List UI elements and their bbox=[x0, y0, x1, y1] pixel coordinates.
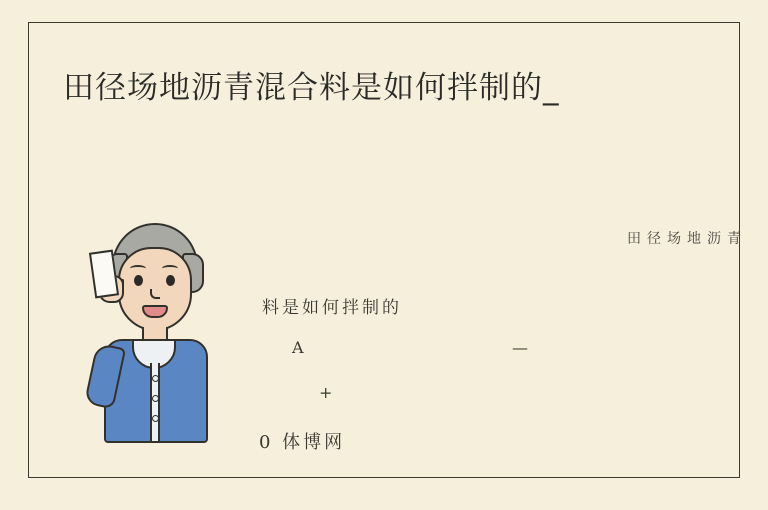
button-1-icon bbox=[152, 375, 159, 382]
eye-left-icon bbox=[134, 275, 143, 286]
note-line-1: 料是如何拌制的 bbox=[262, 298, 402, 318]
button-2-icon bbox=[152, 395, 159, 402]
side-label: 田径场地沥青 bbox=[627, 231, 747, 247]
button-3-icon bbox=[152, 415, 159, 422]
eye-right-icon bbox=[166, 275, 175, 286]
page-title: 田径场地沥青混合料是如何拌制的_ bbox=[63, 70, 560, 106]
note-dash: — bbox=[512, 338, 528, 357]
note-plus: + bbox=[319, 383, 333, 402]
content-card bbox=[28, 22, 747, 478]
nose-icon bbox=[150, 289, 160, 299]
eyebrow-right-icon bbox=[162, 265, 178, 272]
note-letter-a: A bbox=[292, 338, 304, 357]
eyebrow-left-icon bbox=[130, 265, 146, 272]
note-line-2: 0 体博网 bbox=[259, 432, 346, 453]
elderly-man-illustration bbox=[84, 223, 234, 443]
